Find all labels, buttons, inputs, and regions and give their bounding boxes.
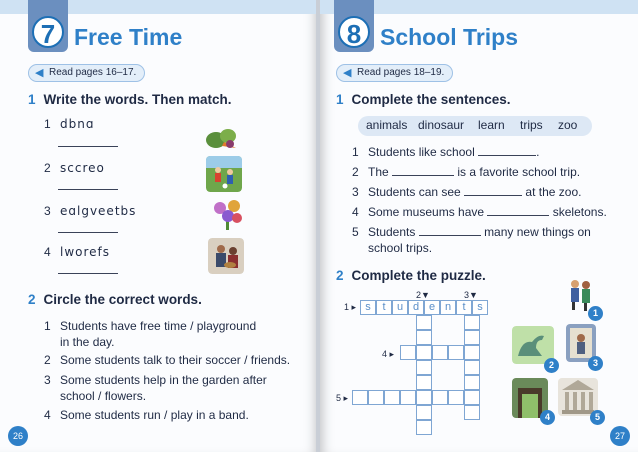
right-page <box>320 0 638 452</box>
unit-number: 8 <box>338 16 370 48</box>
unit-title: School Trips <box>380 24 519 50</box>
puzzle-cell[interactable] <box>464 405 480 420</box>
soccer-picture[interactable] <box>206 156 242 192</box>
jumbled-word: sccreo <box>60 161 105 175</box>
section-number: 2 <box>336 268 344 283</box>
answer-line-1[interactable] <box>58 146 118 147</box>
word-bank-item: zoo <box>558 118 578 132</box>
section-number: 1 <box>336 92 344 107</box>
clue-number-5: 5 ▸ <box>336 393 349 403</box>
unit-badge <box>334 0 374 52</box>
puzzle-cell[interactable]: e <box>424 300 440 315</box>
sentence-item-1 <box>352 144 539 161</box>
puzzle-cell[interactable]: t <box>456 300 472 315</box>
puzzle-cell[interactable] <box>464 345 480 360</box>
item-number: 2 <box>352 165 359 179</box>
sentence-line[interactable]: Some students run / play in a band. <box>60 408 249 422</box>
read-pages-link[interactable] <box>28 64 145 82</box>
puzzle-cell[interactable] <box>416 390 432 405</box>
sentence-after: many new things on <box>484 225 591 239</box>
item-number: 1 <box>352 145 359 159</box>
item-number: 3 <box>352 185 359 199</box>
puzzle-cell[interactable] <box>368 390 384 405</box>
jumble-item-2 <box>44 160 105 177</box>
word-bank-item: dinosaur <box>418 118 465 132</box>
circle-item-1-cont: in the day. <box>60 335 115 349</box>
item-number: 1 <box>44 319 51 333</box>
sentence-after: is a favorite school trip. <box>457 165 581 179</box>
left-page <box>0 0 318 452</box>
vegetables-picture[interactable] <box>204 118 240 154</box>
puzzle-cell[interactable] <box>448 345 464 360</box>
circle-item-3 <box>44 372 267 389</box>
puzzle-cell[interactable]: s <box>360 300 376 315</box>
answer-blank[interactable] <box>392 165 454 176</box>
section-1-title <box>336 92 511 107</box>
sentence-after: . <box>536 145 540 159</box>
picture-badge-3: 3 <box>588 356 603 371</box>
circle-item-1 <box>44 318 256 335</box>
answer-blank[interactable] <box>464 185 522 196</box>
answer-line-2[interactable] <box>58 189 118 190</box>
clue-number-3: 3▼ <box>464 290 478 300</box>
puzzle-cell[interactable]: n <box>440 300 456 315</box>
puzzle-cell[interactable] <box>448 390 464 405</box>
sentence-item-3 <box>352 184 581 201</box>
item-number: 4 <box>44 245 51 259</box>
word-bank-item: animals <box>366 118 408 132</box>
jumble-item-1 <box>44 116 94 133</box>
puzzle-cell[interactable]: s <box>472 300 488 315</box>
item-number: 4 <box>44 408 51 422</box>
item-number: 4 <box>352 205 359 219</box>
jumbled-word: eɑlgveetbs <box>60 204 137 218</box>
sentence-after: at the zoo. <box>525 185 582 199</box>
puzzle-cell[interactable] <box>416 315 432 330</box>
page-number: 27 <box>610 426 630 446</box>
jumble-item-4 <box>44 244 110 261</box>
puzzle-cell[interactable]: u <box>392 300 408 315</box>
answer-line-3[interactable] <box>58 232 118 233</box>
back-arrow-icon: ◀ <box>35 67 44 79</box>
section-2-title <box>28 292 202 307</box>
puzzle-cell[interactable] <box>400 390 416 405</box>
item-number: 3 <box>44 204 51 218</box>
read-pages-text: Read pages 16–17. <box>49 67 137 78</box>
jumble-item-3 <box>44 203 136 220</box>
sentence-before: Some museums have <box>368 205 485 219</box>
puzzle-cell[interactable] <box>416 405 432 420</box>
puzzle-cell[interactable] <box>464 360 480 375</box>
puzzle-cell[interactable] <box>464 390 480 405</box>
word-bank-item: trips <box>520 118 543 132</box>
sentence-item-2 <box>352 164 580 181</box>
puzzle-cell[interactable] <box>464 330 480 345</box>
clue-number-2: 2▼ <box>416 290 430 300</box>
sentence-before: Students like school <box>368 145 475 159</box>
puzzle-cell[interactable] <box>432 390 448 405</box>
puzzle-cell[interactable] <box>416 360 432 375</box>
picture-badge-1: 1 <box>588 306 603 321</box>
picture-badge-5: 5 <box>590 410 605 425</box>
unit-title: Free Time <box>74 24 183 50</box>
read-pages-text: Read pages 18–19. <box>357 67 445 78</box>
item-number: 5 <box>352 225 359 239</box>
section-text: Circle the correct words. <box>43 292 202 307</box>
read-pages-link[interactable] <box>336 64 453 82</box>
picture-badge-2: 2 <box>544 358 559 373</box>
puzzle-cell[interactable] <box>384 390 400 405</box>
sentence-item-5 <box>352 224 591 241</box>
item-number: 2 <box>44 161 51 175</box>
section-2-title <box>336 268 486 283</box>
circle-item-4 <box>44 407 249 424</box>
sentence-item-5-cont: school trips. <box>368 241 433 255</box>
section-text: Write the words. Then match. <box>43 92 232 107</box>
puzzle-cell[interactable] <box>432 345 448 360</box>
puzzle-cell[interactable] <box>416 375 432 390</box>
puzzle-cell[interactable]: t <box>376 300 392 315</box>
puzzle-cell[interactable] <box>464 375 480 390</box>
puzzle-cell[interactable] <box>416 330 432 345</box>
answer-blank[interactable] <box>487 205 549 216</box>
sentence-item-4 <box>352 204 607 221</box>
sentence-before: The <box>368 165 389 179</box>
clue-number-4: 4 ▸ <box>382 349 395 359</box>
flowers-picture[interactable] <box>210 196 246 232</box>
unit-number: 7 <box>32 16 64 48</box>
answer-blank[interactable] <box>419 225 481 236</box>
sentence-line[interactable]: Students have free time / playground <box>60 319 257 333</box>
band-picture[interactable] <box>208 238 244 274</box>
puzzle-cell[interactable]: d <box>408 300 424 315</box>
circle-item-3-cont[interactable]: school / flowers. <box>60 389 147 403</box>
jumbled-word: dbnɑ <box>60 117 95 131</box>
sentence-before: Students can see <box>368 185 461 199</box>
answer-blank[interactable] <box>478 145 536 156</box>
section-number: 1 <box>28 92 36 107</box>
puzzle-cell[interactable] <box>352 390 368 405</box>
sentence-before: Students <box>368 225 416 239</box>
item-number: 1 <box>44 117 51 131</box>
page-number: 26 <box>8 426 28 446</box>
unit-badge <box>28 0 68 52</box>
item-number: 3 <box>44 373 51 387</box>
sentence-after: skeletons. <box>552 205 607 219</box>
picture-badge-4: 4 <box>540 410 555 425</box>
back-arrow-icon: ◀ <box>343 67 352 79</box>
sentence-line[interactable]: Some students talk to their soccer / friends. <box>60 353 291 367</box>
item-number: 2 <box>44 353 51 367</box>
section-1-title <box>28 92 232 107</box>
museum-building-picture[interactable] <box>558 378 598 416</box>
clue-number-1: 1 ▸ <box>344 302 357 312</box>
section-text: Complete the puzzle. <box>351 268 486 283</box>
puzzle-cell[interactable] <box>416 345 432 360</box>
puzzle-cell[interactable] <box>464 315 480 330</box>
puzzle-cell[interactable] <box>416 420 432 435</box>
section-text: Complete the sentences. <box>351 92 511 107</box>
jumbled-word: lworefs <box>60 245 111 259</box>
sentence-line[interactable]: Some students help in the garden after <box>60 373 267 387</box>
word-bank-item: learn <box>478 118 505 132</box>
answer-line-4[interactable] <box>58 273 118 274</box>
circle-item-2 <box>44 352 290 369</box>
puzzle-cell[interactable] <box>400 345 416 360</box>
section-number: 2 <box>28 292 36 307</box>
